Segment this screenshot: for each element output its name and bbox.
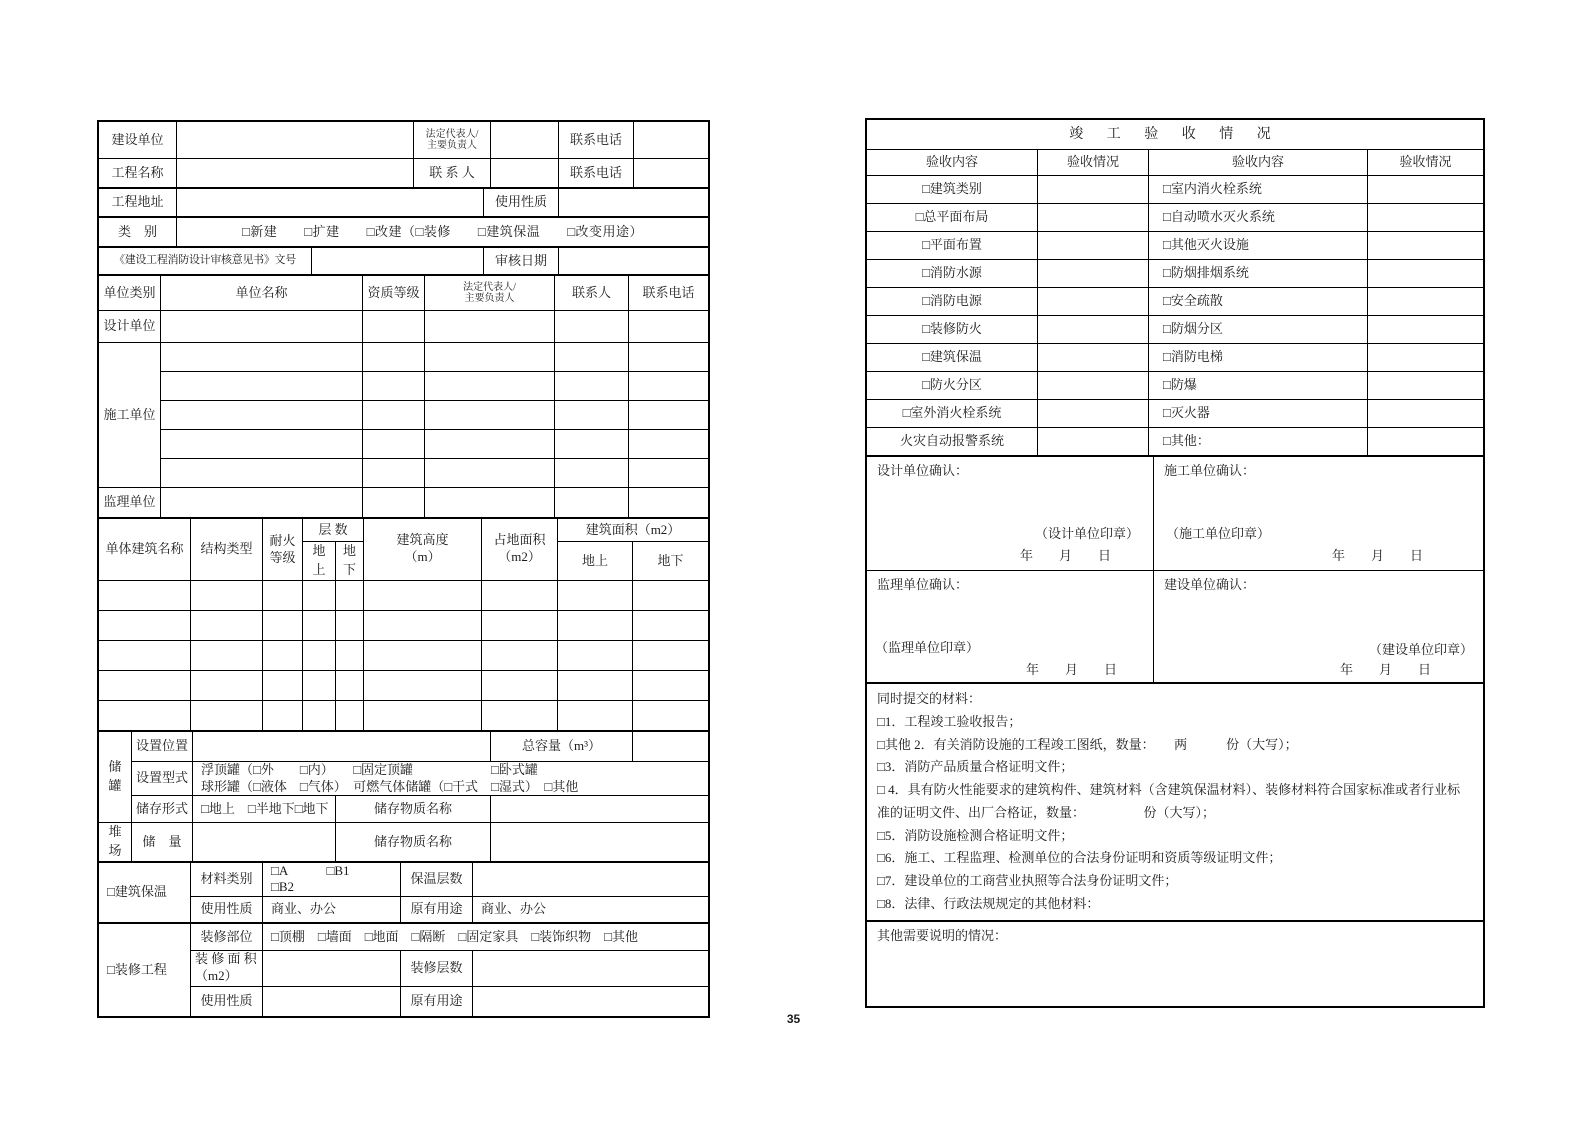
- empty-cell: [161, 311, 363, 343]
- page-number: 35: [786, 1012, 801, 1026]
- empty-cell: [336, 610, 364, 640]
- status-cell: [1368, 288, 1484, 316]
- materials-section: [866, 683, 1484, 921]
- empty-cell: [558, 580, 633, 610]
- design-confirm-cell: [867, 457, 1154, 571]
- material-type-label: 材料类别: [191, 863, 263, 897]
- address-label: 工程地址: [99, 189, 177, 217]
- check-item: □防爆: [1149, 372, 1368, 400]
- review-doc-row: [98, 247, 709, 275]
- fire-rating-header: [263, 519, 303, 581]
- check-item: □装修防火: [867, 316, 1038, 344]
- acceptance-title: 竣 工 验 收 情 况: [867, 120, 1484, 150]
- empty-cell: [633, 700, 709, 730]
- unit-legal-header: [425, 276, 555, 311]
- decoration-area-value-cell: [263, 950, 401, 986]
- empty-cell: [482, 610, 558, 640]
- empty-cell: [555, 459, 629, 488]
- decoration-parts-label: 装修部位: [191, 923, 263, 950]
- category-options: □新建 □扩建 □改建（□装修 □建筑保温 □改变用途）: [177, 218, 709, 247]
- tank-form-label: 储存形式: [132, 796, 193, 823]
- status-cell: [1038, 176, 1149, 204]
- supervision-seal-text: （监理单位印章）: [875, 639, 980, 655]
- construction-confirm-title: 施工单位确认：: [1164, 463, 1256, 478]
- empty-cell: [99, 640, 191, 670]
- empty-cell: [99, 580, 191, 610]
- empty-cell: [633, 640, 709, 670]
- insulation-original-label: 原有用途: [401, 896, 473, 922]
- decoration-floors-value-cell: [473, 950, 709, 986]
- content-header-1: 验收内容: [867, 150, 1038, 176]
- insulation-original-value: 商业、办公: [473, 896, 709, 922]
- check-item: □总平面布局: [867, 204, 1038, 232]
- confirmation-section: [866, 456, 1484, 683]
- material-item: □8．法律、行政法规规定的其他材料：: [877, 895, 1100, 911]
- tank-type-label: 设置型式: [132, 761, 193, 796]
- empty-cell: [425, 372, 555, 401]
- unit-legal-line2: 主要负责人: [464, 293, 515, 304]
- check-item: □室外消火栓系统: [867, 400, 1038, 428]
- check-item: □其他灭火设施: [1149, 232, 1368, 260]
- yard-substance-value-cell: [491, 823, 709, 862]
- other-notes-section: [866, 921, 1484, 1007]
- status-cell: [1038, 288, 1149, 316]
- footprint-header: [482, 519, 558, 581]
- insulation-section: [98, 862, 709, 923]
- empty-cell: [363, 430, 425, 459]
- status-cell: [1368, 232, 1484, 260]
- empty-cell: [161, 430, 363, 459]
- empty-cell: [191, 700, 263, 730]
- empty-cell: [191, 610, 263, 640]
- phone2-label: 联系电话: [559, 159, 634, 188]
- building-name-header: 单体建筑名称: [99, 519, 191, 581]
- check-item: □室内消火栓系统: [1149, 176, 1368, 204]
- status-cell: [1368, 372, 1484, 400]
- material-item: □7．建设单位的工商营业执照等合法身份证明文件；: [877, 873, 1178, 888]
- decoration-area-label: [191, 950, 263, 986]
- project-name-value-cell: [177, 159, 414, 188]
- empty-cell: [161, 488, 363, 518]
- units-section: [98, 275, 709, 518]
- legal-rep-line2: 主要负责人: [427, 140, 477, 151]
- status-header-1: 验收情况: [1038, 150, 1149, 176]
- yard-substance-label: 储存物质名称: [336, 823, 491, 862]
- empty-cell: [629, 311, 709, 343]
- yard-amount-label: 储 量: [132, 823, 193, 862]
- floors-below-text: 地下: [343, 543, 357, 577]
- area-above-header: 地上: [558, 542, 633, 581]
- unit-legal-line1: 法定代表人/: [463, 281, 516, 293]
- empty-cell: [364, 700, 482, 730]
- yard-label: [99, 823, 132, 862]
- review-doc-label: 《建设工程消防设计审核意见书》文号: [99, 248, 312, 275]
- check-item: □消防水源: [867, 260, 1038, 288]
- buildings-section: [98, 518, 709, 731]
- empty-cell: [303, 700, 336, 730]
- check-item: □灭火器: [1149, 400, 1368, 428]
- category-row: [98, 217, 709, 247]
- empty-cell: [303, 670, 336, 700]
- empty-cell: [263, 640, 303, 670]
- supervision-confirm-title: 监理单位确认：: [877, 577, 969, 592]
- check-item: □安全疏散: [1149, 288, 1368, 316]
- decoration-original-label: 原有用途: [401, 986, 473, 1016]
- check-item: □消防电梯: [1149, 344, 1368, 372]
- tank-label-text: 储罐: [108, 759, 122, 794]
- empty-cell: [263, 700, 303, 730]
- empty-cell: [555, 430, 629, 459]
- empty-cell: [633, 670, 709, 700]
- build-unit-value-cell: [177, 122, 414, 159]
- review-date-label: 审核日期: [484, 248, 559, 275]
- floors-above-text: 地上: [312, 543, 326, 577]
- status-cell: [1038, 204, 1149, 232]
- phone2-value-cell: [634, 159, 709, 188]
- unit-type-header: 单位类别: [99, 276, 161, 311]
- supervision-unit-label: 监理单位: [99, 488, 161, 518]
- empty-cell: [555, 401, 629, 430]
- floors-below-header: [336, 542, 364, 581]
- status-cell: [1368, 260, 1484, 288]
- check-item: □其他：: [1149, 428, 1368, 456]
- tank-yard-section: [98, 731, 709, 862]
- phone-value-cell: [634, 122, 709, 159]
- empty-cell: [336, 700, 364, 730]
- empty-cell: [633, 580, 709, 610]
- status-cell: [1368, 176, 1484, 204]
- empty-cell: [99, 700, 191, 730]
- check-item: □消防电源: [867, 288, 1038, 316]
- content-header-2: 验收内容: [1149, 150, 1368, 176]
- empty-cell: [555, 343, 629, 372]
- construction-date-text: 年 月 日: [1331, 547, 1423, 563]
- empty-cell: [263, 610, 303, 640]
- address-value-cell: [177, 189, 484, 217]
- empty-cell: [161, 459, 363, 488]
- height-line2: （m）: [404, 549, 441, 565]
- unit-name-header: 单位名称: [161, 276, 363, 311]
- area-header: 建筑面积（m2）: [558, 519, 709, 542]
- unit-contact-header: 联系人: [555, 276, 629, 311]
- empty-cell: [558, 670, 633, 700]
- legal-rep-value-cell: [491, 122, 559, 159]
- build-date-text: 年 月 日: [1339, 661, 1431, 677]
- construction-confirm-cell: [1154, 457, 1484, 571]
- empty-cell: [303, 640, 336, 670]
- check-item: □建筑类别: [867, 176, 1038, 204]
- empty-cell: [336, 580, 364, 610]
- materials-cell: [867, 684, 1484, 921]
- tank-capacity-label: 总容量（m³）: [491, 731, 633, 761]
- tank-type-options: [193, 761, 709, 796]
- empty-cell: [363, 401, 425, 430]
- insulation-usage-label: 使用性质: [191, 896, 263, 922]
- design-date-text: 年 月 日: [1019, 547, 1111, 563]
- empty-cell: [425, 488, 555, 518]
- acceptance-table: [865, 118, 1485, 1008]
- empty-cell: [191, 670, 263, 700]
- empty-cell: [425, 401, 555, 430]
- empty-cell: [482, 700, 558, 730]
- decoration-floors-label: 装修层数: [401, 950, 473, 986]
- empty-cell: [629, 430, 709, 459]
- build-seal-text: （建设单位印章）: [1368, 641, 1473, 657]
- tank-type-line1: 浮顶罐（□外 □内） □固定顶罐 □卧式罐: [201, 761, 538, 777]
- review-doc-value-cell: [312, 248, 484, 275]
- empty-cell: [425, 311, 555, 343]
- floors-above-header: [303, 542, 336, 581]
- empty-cell: [161, 372, 363, 401]
- status-cell: [1038, 400, 1149, 428]
- status-cell: [1038, 344, 1149, 372]
- material-item: □6．施工、工程监理、检测单位的合法身份证明和资质等级证明文件；: [877, 850, 1282, 866]
- empty-cell: [161, 401, 363, 430]
- empty-cell: [363, 311, 425, 343]
- tank-type-line2: 球形罐（□液体 □气体） 可燃气体储罐（□干式 □湿式） □其他: [201, 778, 579, 794]
- empty-cell: [363, 488, 425, 518]
- design-seal-text: （设计单位印章）: [1034, 525, 1139, 541]
- empty-cell: [425, 459, 555, 488]
- check-item: □建筑保温: [867, 344, 1038, 372]
- insulation-layers-label: 保温层数: [401, 863, 473, 897]
- empty-cell: [558, 610, 633, 640]
- check-item: 火灾自动报警系统: [867, 428, 1038, 456]
- empty-cell: [336, 670, 364, 700]
- empty-cell: [263, 580, 303, 610]
- status-cell: [1038, 428, 1149, 456]
- empty-cell: [364, 580, 482, 610]
- empty-cell: [425, 343, 555, 372]
- decoration-label: □装修工程: [99, 923, 191, 1016]
- height-line1: 建筑高度: [396, 532, 449, 548]
- category-label: 类 别: [99, 218, 177, 247]
- empty-cell: [363, 459, 425, 488]
- empty-cell: [633, 610, 709, 640]
- status-cell: [1038, 372, 1149, 400]
- tank-position-label: 设置位置: [132, 731, 193, 761]
- basic-info-section: [98, 121, 709, 188]
- empty-cell: [425, 430, 555, 459]
- insulation-usage-value: 商业、办公: [263, 896, 401, 922]
- empty-cell: [336, 640, 364, 670]
- decoration-area-line1: 装 修 面 积: [195, 951, 257, 967]
- material-item: □1．工程竣工验收报告；: [877, 713, 1022, 729]
- empty-cell: [629, 488, 709, 518]
- unit-phone-header: 联系电话: [629, 276, 709, 311]
- height-header: [364, 519, 482, 581]
- empty-cell: [482, 580, 558, 610]
- status-cell: [1368, 204, 1484, 232]
- decoration-section: [98, 923, 709, 1017]
- contact-label: 联 系 人: [414, 159, 491, 188]
- materials-title: 同时提交的材料：: [877, 691, 982, 706]
- empty-cell: [629, 459, 709, 488]
- empty-cell: [303, 610, 336, 640]
- empty-cell: [263, 670, 303, 700]
- tank-substance-value-cell: [491, 796, 709, 823]
- material-item: □ 4．具有防火性能要求的建筑构件、建筑材料（含建筑保温材料）、装修材料符合国家标准或者行业标准的证明文件、出厂合格证，数量： 份（大写）；: [877, 782, 1461, 820]
- construction-seal-text: （施工单位印章）: [1166, 525, 1271, 541]
- empty-cell: [303, 580, 336, 610]
- other-notes-cell: 其他需要说明的情况：: [867, 921, 1484, 1006]
- footprint-line1: 占地面积: [493, 532, 546, 548]
- build-unit-label: 建设单位: [99, 122, 177, 159]
- empty-cell: [363, 343, 425, 372]
- empty-cell: [482, 670, 558, 700]
- usage-label: 使用性质: [484, 189, 559, 217]
- legal-rep-line1: 法定代表人/: [425, 128, 479, 140]
- legal-rep-label: [414, 122, 491, 159]
- empty-cell: [482, 640, 558, 670]
- check-item: □防烟排烟系统: [1149, 260, 1368, 288]
- status-cell: [1368, 400, 1484, 428]
- phone-label: 联系电话: [559, 122, 634, 159]
- contact-value-cell: [491, 159, 559, 188]
- footprint-line2: （m2）: [498, 549, 541, 565]
- empty-cell: [629, 343, 709, 372]
- build-confirm-cell: [1154, 571, 1484, 683]
- design-unit-label: 设计单位: [99, 311, 161, 343]
- empty-cell: [558, 700, 633, 730]
- status-cell: [1038, 316, 1149, 344]
- structure-type-header: 结构类型: [191, 519, 263, 581]
- check-item: □防烟分区: [1149, 316, 1368, 344]
- floors-header: 层 数: [303, 519, 364, 542]
- check-item: □平面布置: [867, 232, 1038, 260]
- project-name-label: 工程名称: [99, 159, 177, 188]
- material-item: □3．消防产品质量合格证明文件；: [877, 759, 1074, 775]
- design-confirm-title: 设计单位确认：: [877, 463, 969, 478]
- insulation-label: □建筑保温: [99, 863, 191, 923]
- yard-label-text: 堆场: [108, 824, 122, 859]
- status-cell: [1368, 316, 1484, 344]
- empty-cell: [558, 640, 633, 670]
- yard-amount-value-cell: [193, 823, 336, 862]
- material-type-options: □A □B1 □B2: [263, 863, 401, 897]
- tank-position-value-cell: [193, 731, 491, 761]
- status-header-2: 验收情况: [1368, 150, 1484, 176]
- decoration-usage-label: 使用性质: [191, 986, 263, 1016]
- empty-cell: [363, 372, 425, 401]
- insulation-layers-value-cell: [473, 863, 709, 897]
- acceptance-checklist: [866, 119, 1484, 456]
- material-item: □5．消防设施检测合格证明文件；: [877, 827, 1074, 843]
- tank-form-options: □地上 □半地下□地下: [193, 796, 336, 823]
- empty-cell: [99, 670, 191, 700]
- empty-cell: [191, 580, 263, 610]
- status-cell: [1368, 344, 1484, 372]
- status-cell: [1038, 232, 1149, 260]
- empty-cell: [364, 670, 482, 700]
- decoration-parts-options: □顶棚 □墙面 □地面 □隔断 □固定家具 □装饰织物 □其他: [263, 923, 709, 950]
- fire-rating-text: 耐火等级: [269, 532, 296, 566]
- construction-unit-label: 施工单位: [99, 343, 161, 488]
- empty-cell: [555, 488, 629, 518]
- check-item: □自动喷水灭火系统: [1149, 204, 1368, 232]
- supervision-date-text: 年 月 日: [1025, 661, 1117, 677]
- empty-cell: [99, 610, 191, 640]
- empty-cell: [555, 311, 629, 343]
- empty-cell: [161, 343, 363, 372]
- empty-cell: [629, 401, 709, 430]
- empty-cell: [364, 640, 482, 670]
- area-below-header: 地下: [633, 542, 709, 581]
- tank-substance-label: 储存物质名称: [336, 796, 491, 823]
- project-info-table: [97, 120, 710, 1018]
- build-confirm-title: 建设单位确认：: [1164, 577, 1256, 592]
- status-cell: [1038, 260, 1149, 288]
- tank-capacity-value-cell: [633, 731, 709, 761]
- status-cell: [1368, 428, 1484, 456]
- empty-cell: [555, 372, 629, 401]
- decoration-area-line2: （m2）: [195, 968, 238, 984]
- supervision-confirm-cell: [867, 571, 1154, 683]
- check-item: □防火分区: [867, 372, 1038, 400]
- empty-cell: [191, 640, 263, 670]
- address-row: [98, 188, 709, 217]
- empty-cell: [629, 372, 709, 401]
- empty-cell: [364, 610, 482, 640]
- material-item: □其他 2．有关消防设施的工程竣工图纸，数量： 两 份（大写）；: [877, 736, 1298, 752]
- tank-label: [99, 731, 132, 823]
- unit-grade-header: 资质等级: [363, 276, 425, 311]
- usage-value-cell: [559, 189, 709, 217]
- review-date-value-cell: [559, 248, 709, 275]
